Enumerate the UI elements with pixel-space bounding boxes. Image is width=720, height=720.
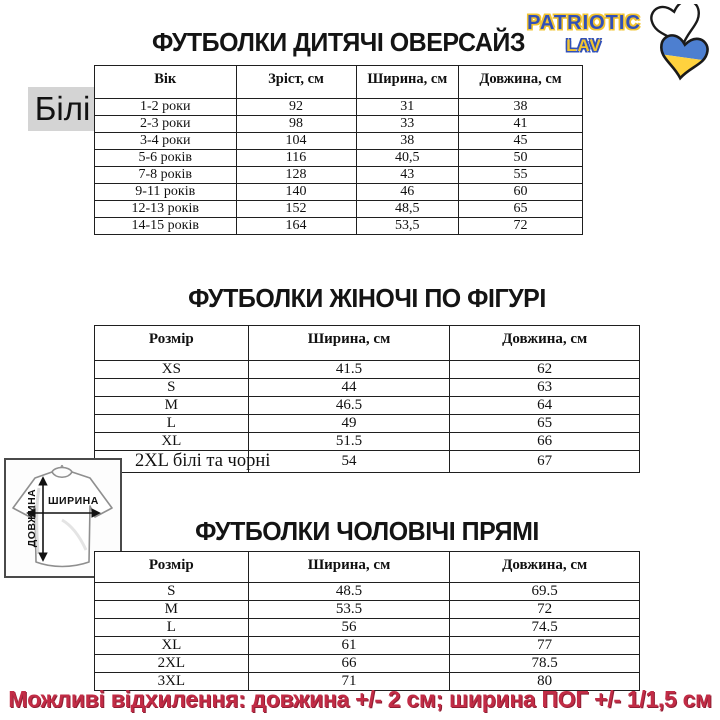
- table-cell: 77: [450, 637, 640, 655]
- table-cell: 53,5: [356, 218, 458, 235]
- table-cell: 140: [236, 184, 356, 201]
- table-row: [95, 201, 583, 218]
- table-cell: 2XL: [95, 655, 249, 673]
- table-cell: L: [95, 619, 249, 637]
- table-row: [95, 133, 583, 150]
- women-table-title: ФУТБОЛКИ ЖІНОЧІ ПО ФІГУРІ: [188, 283, 546, 313]
- table-row: [95, 167, 583, 184]
- table-row: [95, 451, 640, 473]
- table-cell: 74.5: [450, 619, 640, 637]
- table-row: [95, 415, 640, 433]
- table-row: [95, 397, 640, 415]
- table-cell: 2-3 роки: [95, 116, 237, 133]
- table-cell: 116: [236, 150, 356, 167]
- table-cell: 51.5: [248, 433, 450, 451]
- table-row: [95, 583, 640, 601]
- table-cell: 2XL білі та чорні: [95, 451, 249, 473]
- table-cell: 80: [450, 673, 640, 691]
- table-cell: 5-6 років: [95, 150, 237, 167]
- column-header: Довжина, см: [450, 326, 640, 361]
- table-cell: 64: [450, 397, 640, 415]
- table-cell: 43: [356, 167, 458, 184]
- ukraine-hearts-icon: [635, 4, 719, 90]
- table-cell: 38: [459, 99, 583, 116]
- table-cell: 41.5: [248, 361, 450, 379]
- table-cell: 60: [459, 184, 583, 201]
- column-header: Ширина, см: [248, 326, 450, 361]
- kids-size-table: [94, 65, 583, 235]
- table-cell: 53.5: [248, 601, 450, 619]
- table-cell: 48,5: [356, 201, 458, 218]
- table-row: [95, 619, 640, 637]
- table-row: [95, 150, 583, 167]
- table-cell: 54: [248, 451, 450, 473]
- table-row: [95, 361, 640, 379]
- table-row: [95, 99, 583, 116]
- column-header: Розмір: [95, 326, 249, 361]
- table-header-row: [95, 66, 583, 99]
- table-cell: 9-11 років: [95, 184, 237, 201]
- table-cell: 71: [248, 673, 450, 691]
- table-cell: 38: [356, 133, 458, 150]
- table-cell: 164: [236, 218, 356, 235]
- table-header-row: [95, 552, 640, 583]
- table-cell: 63: [450, 379, 640, 397]
- table-row: [95, 655, 640, 673]
- column-header: Вік: [95, 66, 237, 99]
- table-row: [95, 116, 583, 133]
- table-cell: 62: [450, 361, 640, 379]
- table-cell: 78.5: [450, 655, 640, 673]
- column-header: Зріст, см: [236, 66, 356, 99]
- column-header: Ширина, см: [248, 552, 450, 583]
- table-cell: S: [95, 379, 249, 397]
- length-dimension-label: ДОВЖИНА: [26, 488, 38, 548]
- table-row: [95, 433, 640, 451]
- table-cell: 46: [356, 184, 458, 201]
- table-cell: 40,5: [356, 150, 458, 167]
- men-table-title: ФУТБОЛКИ ЧОЛОВІЧІ ПРЯМІ: [195, 516, 539, 546]
- table-cell: 33: [356, 116, 458, 133]
- table-cell: S: [95, 583, 249, 601]
- column-header: Розмір: [95, 552, 249, 583]
- table-cell: 98: [236, 116, 356, 133]
- table-row: [95, 637, 640, 655]
- table-cell: 104: [236, 133, 356, 150]
- table-cell: 152: [236, 201, 356, 218]
- color-variant-label: Білі: [28, 87, 97, 131]
- table-cell: 7-8 років: [95, 167, 237, 184]
- table-cell: 46.5: [248, 397, 450, 415]
- table-cell: L: [95, 415, 249, 433]
- table-cell: 56: [248, 619, 450, 637]
- table-cell: 41: [459, 116, 583, 133]
- table-cell: 50: [459, 150, 583, 167]
- table-cell: 128: [236, 167, 356, 184]
- kids-table-title: ФУТБОЛКИ ДИТЯЧІ ОВЕРСАЙЗ: [151, 27, 526, 57]
- table-row: [95, 184, 583, 201]
- table-row: [95, 218, 583, 235]
- table-cell: 31: [356, 99, 458, 116]
- table-cell: 72: [459, 218, 583, 235]
- table-cell: M: [95, 397, 249, 415]
- men-size-table: [94, 551, 640, 691]
- table-cell: 45: [459, 133, 583, 150]
- table-cell: 67: [450, 451, 640, 473]
- table-cell: 48.5: [248, 583, 450, 601]
- table-cell: 61: [248, 637, 450, 655]
- women-size-table: [94, 325, 640, 473]
- table-cell: 3XL: [95, 673, 249, 691]
- table-cell: 65: [450, 415, 640, 433]
- tolerance-note: Можливі відхилення: довжина +/- 2 см; ширина ПОГ +/- 1/1,5 см: [8, 686, 712, 712]
- brand-name-line2: LAV: [566, 36, 602, 55]
- table-cell: 72: [450, 601, 640, 619]
- table-cell: 92: [236, 99, 356, 116]
- table-cell: M: [95, 601, 249, 619]
- column-header: Ширина, см: [356, 66, 458, 99]
- table-cell: 14-15 років: [95, 218, 237, 235]
- table-cell: XS: [95, 361, 249, 379]
- table-row: [95, 601, 640, 619]
- column-header: Довжина, см: [450, 552, 640, 583]
- table-cell: 65: [459, 201, 583, 218]
- table-cell: 49: [248, 415, 450, 433]
- table-cell: 3-4 роки: [95, 133, 237, 150]
- table-cell: 44: [248, 379, 450, 397]
- table-cell: 1-2 роки: [95, 99, 237, 116]
- table-cell: 69.5: [450, 583, 640, 601]
- table-cell: 55: [459, 167, 583, 184]
- table-cell: XL: [95, 637, 249, 655]
- table-cell: 66: [248, 655, 450, 673]
- column-header: Довжина, см: [459, 66, 583, 99]
- table-row: [95, 379, 640, 397]
- table-header-row: [95, 326, 640, 361]
- width-dimension-label: ШИРИНА: [48, 495, 99, 507]
- table-cell: 12-13 років: [95, 201, 237, 218]
- table-cell: XL: [95, 433, 249, 451]
- brand-name-line1: PATRIOTIC: [527, 12, 641, 34]
- table-cell: 66: [450, 433, 640, 451]
